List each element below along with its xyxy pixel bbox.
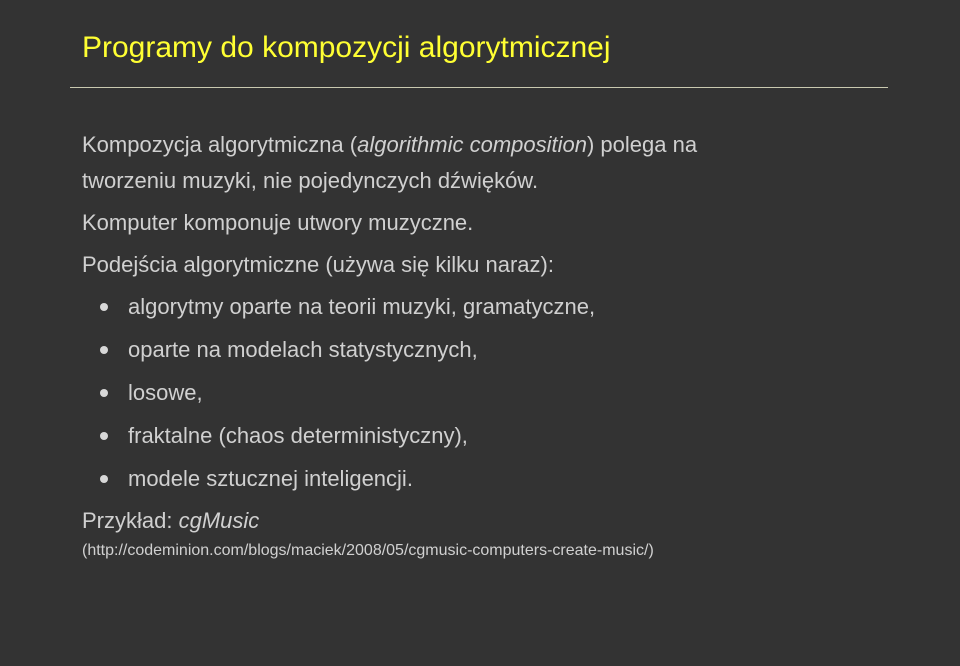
paragraph-approaches: Podejścia algorytmiczne (używa się kilku naraz): — [82, 252, 554, 277]
example-program-name: cgMusic — [178, 508, 260, 533]
example-url: (http://codeminion.com/blogs/maciek/2008/05/cgmusic-computers-create-music/) — [82, 542, 654, 559]
definition-suffix: ) polega na — [586, 132, 698, 157]
definition-italic-term: algorithmic composition — [357, 132, 587, 157]
bullet-dot-icon — [100, 389, 108, 397]
slide-title: Programy do kompozycji algorytmicznej — [82, 31, 611, 64]
bullet-dot-icon — [100, 475, 108, 483]
bullet-dot-icon — [100, 346, 108, 354]
list-item — [96, 292, 595, 335]
list-item-text: algorytmy oparte na teorii muzyki, gramatyczne, — [128, 294, 596, 319]
paragraph-computer: Komputer komponuje utwory muzyczne. — [82, 210, 474, 235]
list-item-text: losowe, — [128, 380, 203, 405]
list-item — [96, 335, 595, 378]
title-divider — [70, 87, 888, 88]
paragraph-definition-continued: tworzeniu muzyki, nie pojedynczych dźwięków. — [82, 168, 539, 193]
list-item-text: modele sztucznej inteligencji. — [128, 466, 413, 491]
definition-prefix: Kompozycja algorytmiczna ( — [82, 132, 358, 157]
list-item — [96, 464, 595, 507]
approaches-list — [96, 292, 595, 507]
bullet-dot-icon — [100, 303, 108, 311]
list-item — [96, 378, 595, 421]
list-item — [96, 421, 595, 464]
example-label: Przykład: — [82, 508, 179, 533]
paragraph-definition — [82, 130, 697, 160]
list-item-text: fraktalne (chaos deterministyczny), — [128, 423, 468, 448]
list-item-text: oparte na modelach statystycznych, — [128, 337, 478, 362]
example-line — [82, 506, 259, 536]
bullet-dot-icon — [100, 432, 108, 440]
